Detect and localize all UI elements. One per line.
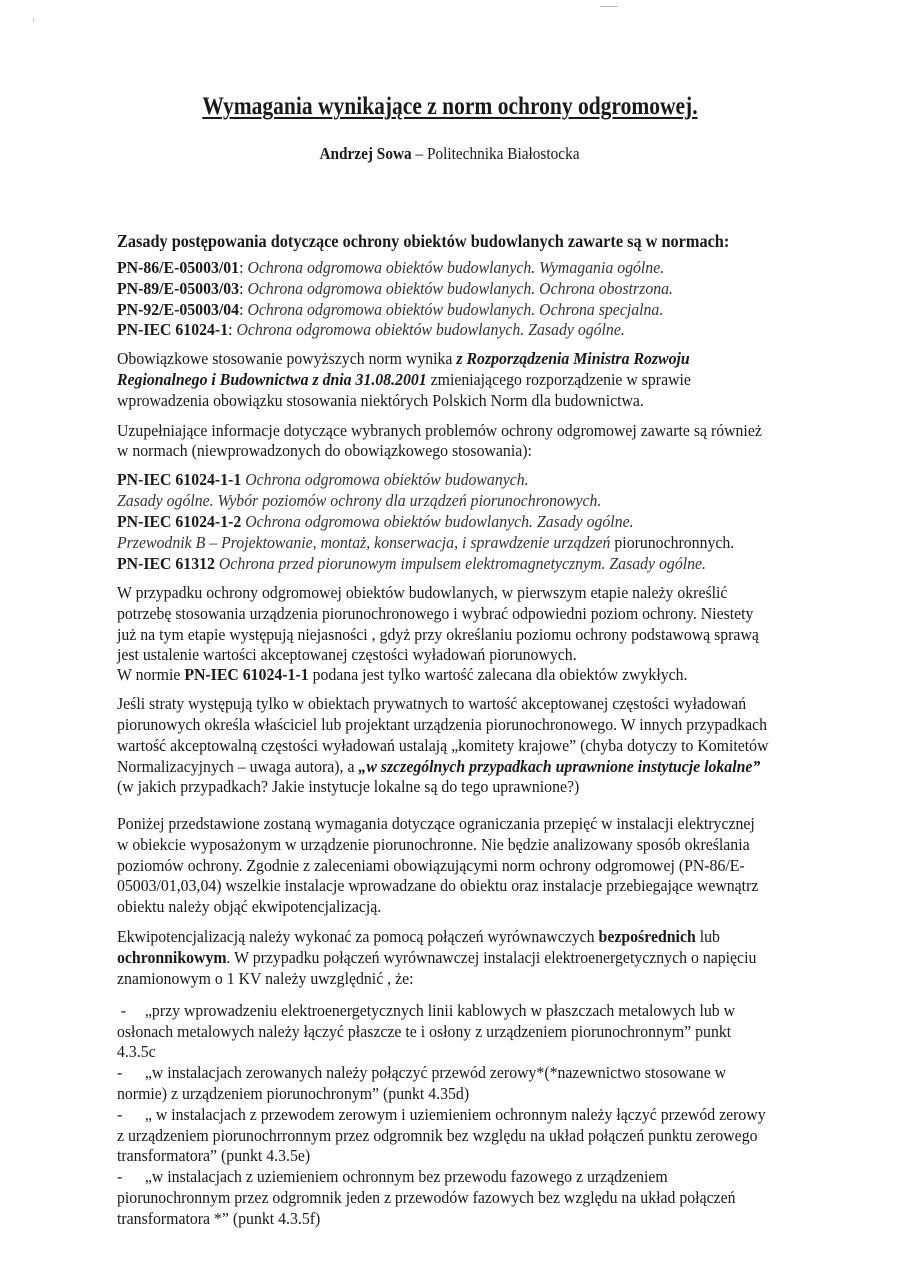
document-title: Wymagania wynikające z norm ochrony odgromowej. xyxy=(201,93,698,120)
norm-item: PN-86/E-05003/01: Ochrona odgromowa obiektów budowlanych. Wymagania ogólne. xyxy=(117,258,665,277)
norm-item: PN-89/E-05003/03: Ochrona odgromowa obiektów budowlanych. Ochrona obostrzona. xyxy=(117,279,673,298)
list-item: - „w instalacjach z uziemieniem ochronnym bez przewodu fazowego z urządzeniem xyxy=(117,1167,668,1186)
norm-item: PN-IEC 61024-1: Ochrona odgromowa obiektów budowlanych. Zasady ogólne. xyxy=(117,320,625,339)
list-item: - „w instalacjach zerowanych należy połączyć przewód zerowy*(*nazewnictwo stosowane w xyxy=(117,1063,727,1082)
section-heading: Zasady postępowania dotyczące ochrony obiektów budowlanych zawarte są w normach: xyxy=(117,231,730,251)
list-item: - „przy wprowadzeniu elektroenergetycznych linii kablowych w płaszczach metalowych lub w xyxy=(120,1001,736,1020)
author-name: Andrzej Sowa xyxy=(319,144,412,163)
author-line xyxy=(0,144,899,164)
norm-item: PN-92/E-05003/04: Ochrona odgromowa obiektów budowlanych. Ochrona specjalna. xyxy=(117,300,664,319)
list-item: - „ w instalacjach z przewodem zerowym i uziemieniem ochronnym należy łączyć przewód zerowy xyxy=(117,1105,766,1124)
author-separator: – xyxy=(411,144,427,163)
scan-speck xyxy=(33,18,34,21)
author-affiliation: Politechnika Białostocka xyxy=(426,144,580,163)
scan-speck xyxy=(600,6,618,7)
